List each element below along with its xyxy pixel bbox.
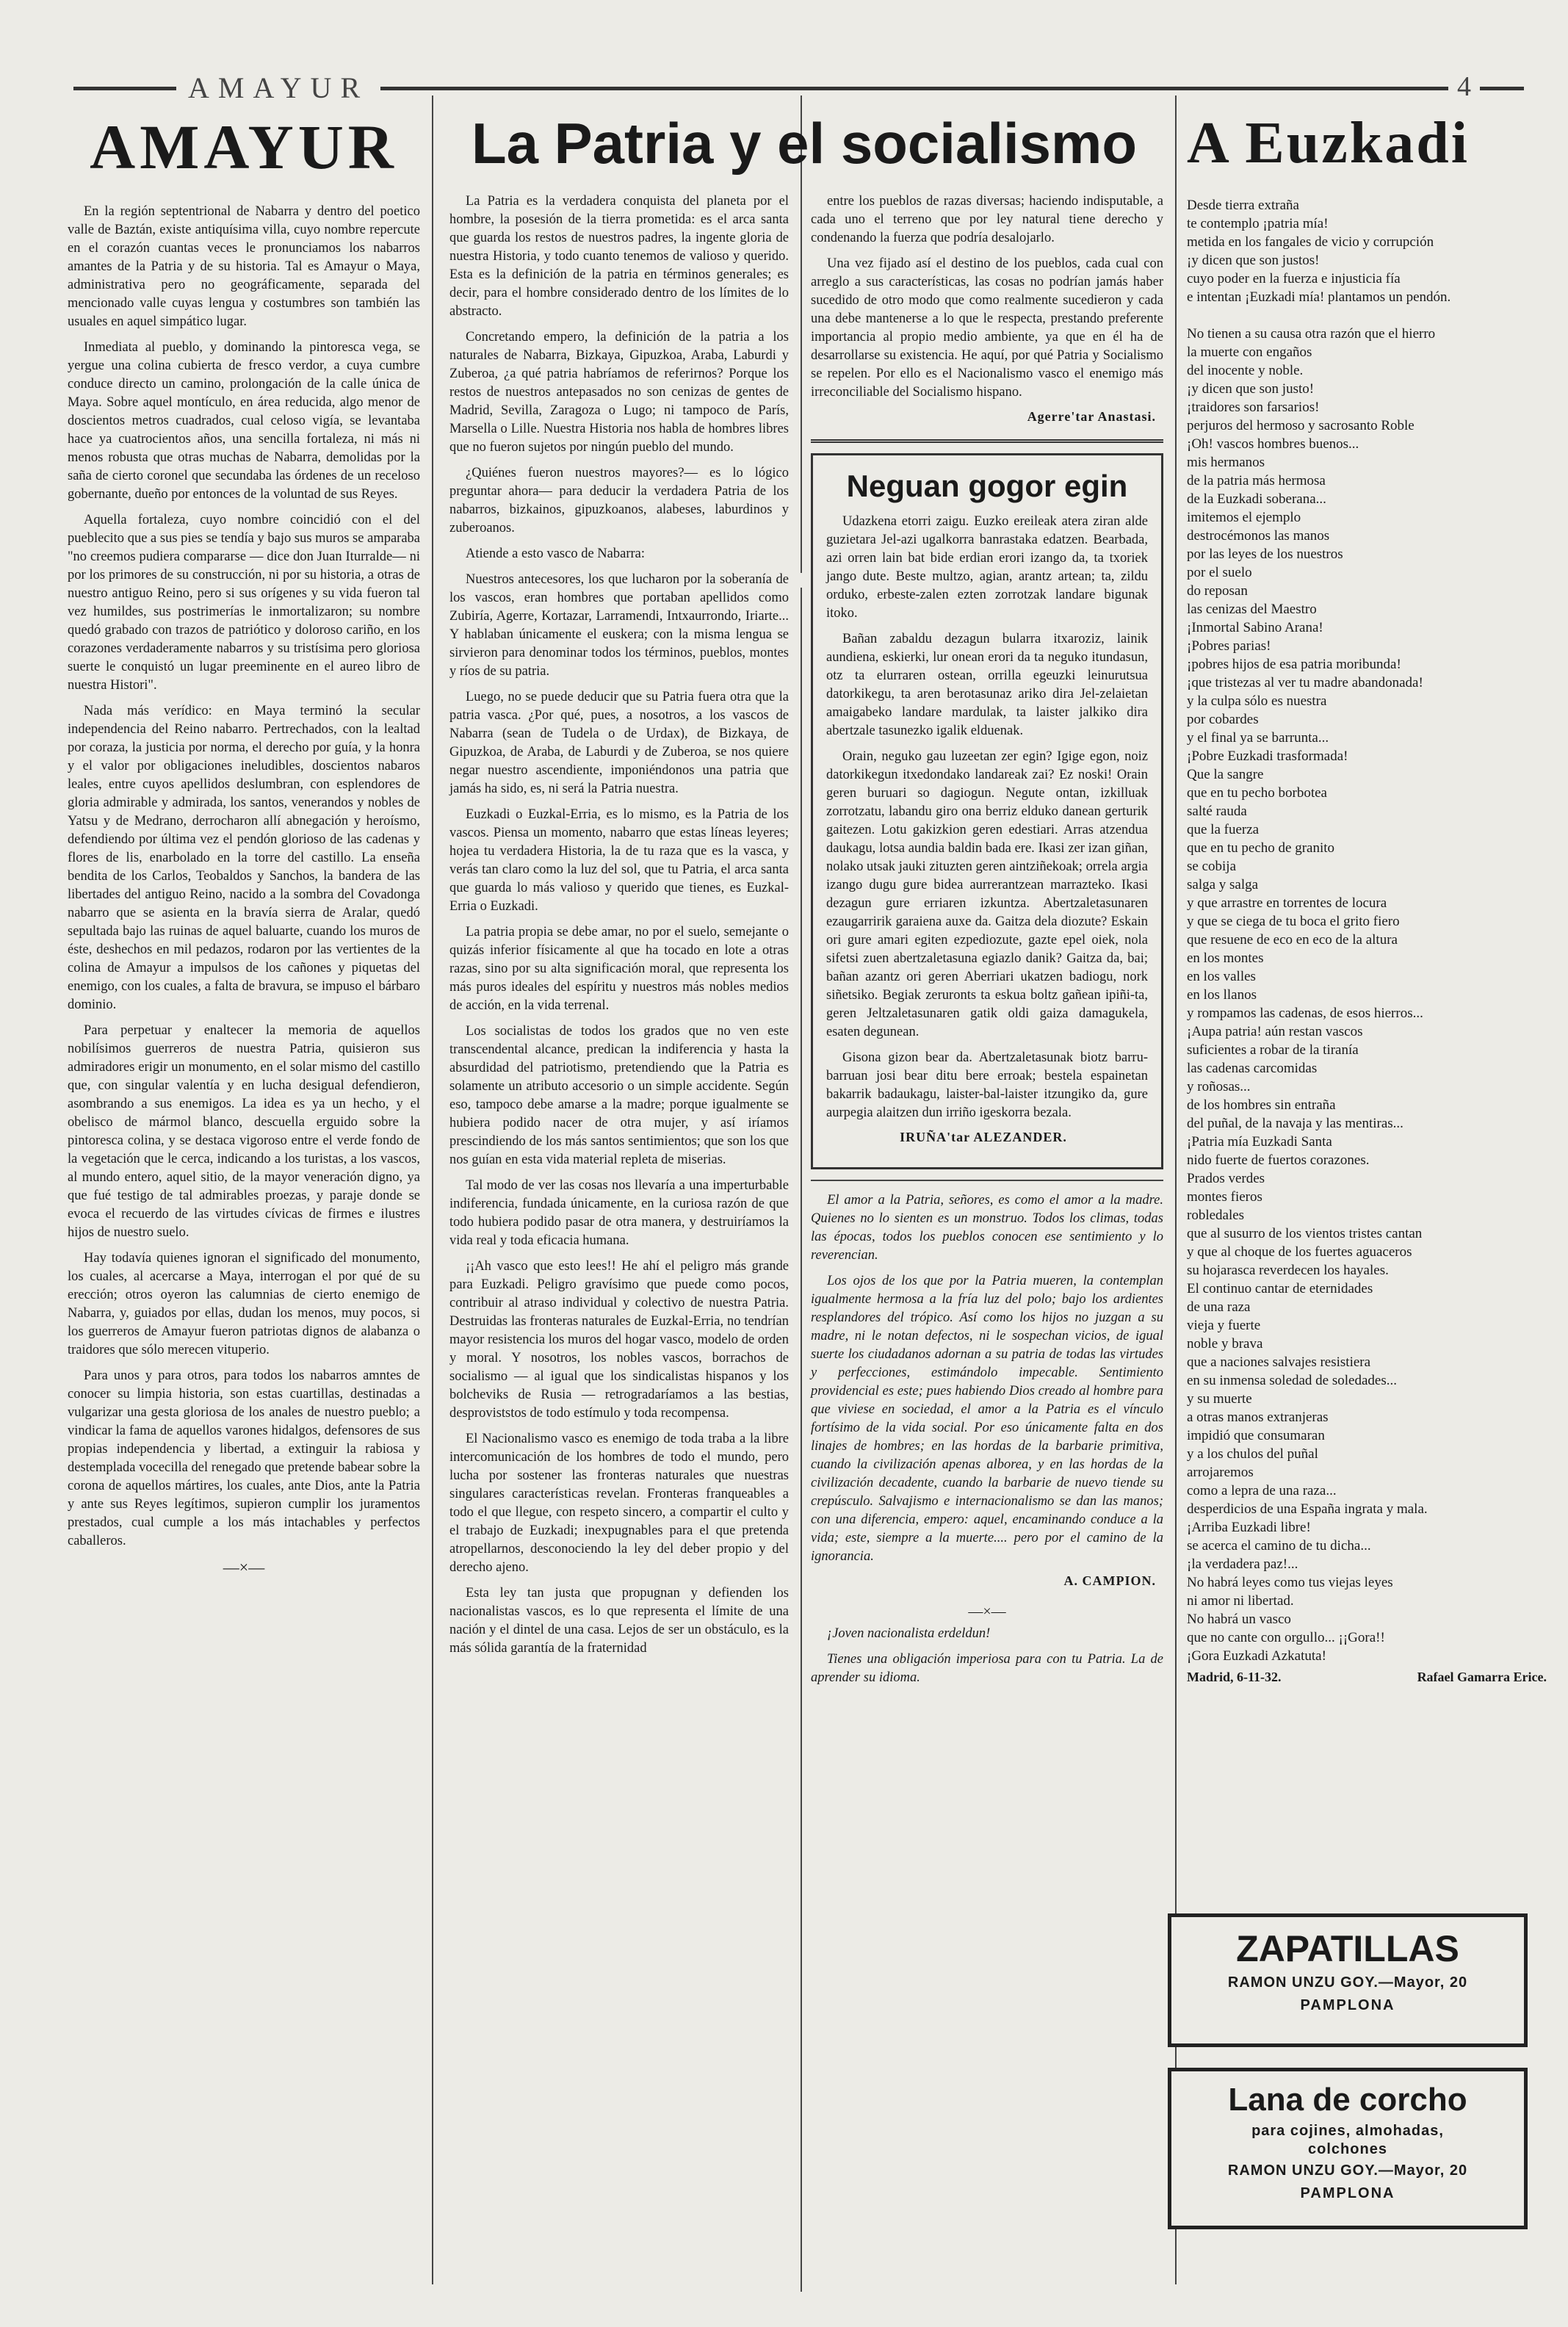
poem-line: destrocémonos las manos — [1187, 528, 1330, 544]
poem-line: ¡traidores son farsarios! — [1187, 400, 1320, 415]
ad-lana-line2: colchones — [1308, 2141, 1387, 2157]
paragraph: Hay todavía quienes ignoran el significado del monumento, los cuales, al acercarse a Maya, interrogan el por qué de su erección; otros oyeron las calumnias de cierto enemigo de Nabarra, y, guiados por ellas, dudan los menos, muy pocos, si los guerreros de Amayur fueron patriotas dignos de alabanza o traidores que sólo merecen vituperio. — [68, 1251, 420, 1357]
poem-signature: Rafael Gamarra Erice. — [1417, 1670, 1547, 1684]
poem-line: y que al choque de los fuertes aguaceros — [1187, 1244, 1412, 1260]
article-euzkadi-title: A Euzkadi — [1187, 111, 1470, 176]
poem-line: se cobija — [1187, 859, 1237, 874]
poem-line: las cadenas carcomidas — [1187, 1061, 1318, 1076]
poem-line: noble y brava — [1187, 1336, 1263, 1352]
poem-line: mis hermanos — [1187, 455, 1265, 470]
poem-line: ¡Gora Euzkadi Azkatuta! — [1187, 1648, 1326, 1664]
poem-line: de la patria más hermosa — [1187, 473, 1326, 488]
paragraph: Orain, neguko gau luzeetan zer egin? Igige egon, noiz datorkikegun itxedondako landareak zai? Ez noski! Orain geren buruari so dagiogun. Negute ontan, izkilluak zorrotzatu, labandu giro ona berriz elduko danean gerturik gaitezen. Lotu gakizkion geren edestiari. Arras atzendua daukagu, lotsa aundia baldin bada ere. Ikasi zer izan giñan, nolako utsak jauki zituzten geren aintziñekoak; orrela argia izango dugu gure bidea aurrerantzean marrazteko. Ikasi dezagun gure erriaren izkuntza. Abertzaletasunaren ezaugarririk garaiena auxe da. Gaitza dela diozute? Eskain ori gure amari egiten ezpediozute, gazte epel oiek, nola sifetsi zuen abertzaletasuna egiazlo danik? Gaitza da, bai; bañan azantz ori geren Aberriari ukatzen badiogu, nork siñetsiko. Begiak zeruronts ta eskua boltz gañean ipiñi-ta, geren Jeltzaletasunaren gatik oldi gaiza damagukela, esaten degunean. — [826, 749, 1148, 1039]
poem-line: y rompamos las cadenas, de esos hierros... — [1187, 1006, 1423, 1021]
paragraph: Nada más verídico: en Maya terminó la secular independencia del Reino nabarro. Pertrechados, con la lealtad por coraza, la justicia por norma, el derecho por guía, y la honra y el valor por obligaciones ineludibles, doscientos nabaros leales, entre cuyos apellidos deslumbran, con esplendores de gloria admirable y admirada, los santos, venerandos y nobles de Yatsu y de Medrano, derrocharon allí abnegación y heroísmo, defendiendo por última vez el pendón glorioso de las cadenas y flores de lis, enarbolado en la torre del castillo. La enseña bendita de los Carlos, Teobaldos y Sanchos, la bandera de las libertades del antiguo Reino, nacido a la sombra del Covadonga nabarro que se asienta en la bravía sierra de Aralar, quedó sepultada bajo las ruinas de aquel baluarte, cuando los muros de éste, deshechos en mil pedazos, rodaron por las vertientes de la colina de Amayur a impulsos de los cañones y piquetas del enemigo, con los cuales, a falta de bravura, se impuso el bárbaro dominio. — [68, 704, 420, 1012]
poem-line: por cobardes — [1187, 712, 1259, 727]
article-patria-signature: Agerre'tar Anastasi. — [1027, 409, 1156, 424]
paragraph: En la región septentrional de Nabarra y dentro del poetico valle de Baztán, existe antiquísima villa, cuyo nombre repercute en el corazón cuantas veces le pronunciamos los nabarros amantes de la Patria y de su historia. Tal es Amayur o Maya, administrativa pero no geográficamente, separada del mencionado valle cuyas lengua y costumbres son también las usuales en aquel simpático lugar. — [68, 204, 420, 329]
article-neguan-title: Neguan gogor egin — [846, 469, 1128, 503]
ad-lana-address: RAMON UNZU GOY.—Mayor, 20 — [1227, 2162, 1468, 2179]
paragraph: Esta ley tan justa que propugnan y defienden los nacionalistas vascos, es lo que representa el límite de una nación y el dintel de una casa. Lejos de ser un obstáculo, es la más sólida garantía de la fraternidad — [449, 1586, 789, 1656]
poem-line: que no cante con orgullo... ¡¡Gora!! — [1187, 1630, 1385, 1645]
article-patria-col2 — [811, 192, 1163, 425]
poem-line: suficientes a robar de la tiranía — [1187, 1042, 1359, 1058]
poem-line: ¡Patria mía Euzkadi Santa — [1187, 1134, 1332, 1150]
section-rule — [811, 1180, 1163, 1181]
poem-line: ¡Arriba Euzkadi libre! — [1187, 1520, 1311, 1535]
poem-line: No tienen a su causa otra razón que el hierro — [1187, 326, 1436, 342]
poem-signature-line — [1187, 1670, 1547, 1685]
poem-line: por las leyes de los nuestros — [1187, 546, 1343, 562]
ad-zapatillas-title: ZAPATILLAS — [1236, 1928, 1459, 1969]
poem-line: en los llanos — [1187, 987, 1257, 1003]
article-euzkadi — [1187, 110, 1547, 1689]
paragraph: Inmediata al pueblo, y dominando la pintoresca vega, se yergue una colina cubierta de fresco verdor, a cuya cumbre conduce directo un camino, prolongación de la calle única de Maya. Sobre aquel montículo, en área reducida, algo menor de doscientos metros cuadrados, cual celoso vigía, se levantaba hace ya cuatrocientos años, una sencilla fortaleza, ni más ni menos robusta que otras muchas de Nabarra, demolidas por la saña de cierto coronel que secundaba las órdenes de un receloso gobernante, dueño por entonces de la voluntad de sus Reyes. — [68, 340, 420, 502]
poem-line: del puñal, de la navaja y las mentiras... — [1187, 1116, 1403, 1131]
poem-line: y que se ciega de tu boca el grito fiero — [1187, 914, 1400, 929]
article-amayur — [68, 110, 420, 1577]
poem-line: salté rauda — [1187, 804, 1247, 819]
poem-line: ni amor ni libertad. — [1187, 1593, 1294, 1609]
poem-line: robledales — [1187, 1208, 1245, 1223]
poem-line: que la fuerza — [1187, 822, 1260, 837]
poem-line: nido fuerte de fuertos corazones. — [1187, 1152, 1370, 1168]
paragraph: Udazkena etorri zaigu. Euzko ereileak atera ziran alde guzietara Jel-azi ugalkorra banrastaka edatzen. Bearbada, azi orren lain bat bide erdian erori izango da, ta txoriek jango dute. Beste multzo, agian, arantz artean; ta, zildu orduko, erbeste-zalen ezten zorrotzak landare bigunak itoko. — [826, 514, 1148, 621]
article-neguan-signature: IRUÑA'tar ALEZANDER. — [900, 1130, 1067, 1144]
poem-line: imitemos el ejemplo — [1187, 510, 1301, 525]
ad-lana-city: PAMPLONA — [1300, 2185, 1395, 2201]
running-header — [73, 71, 1524, 104]
end-mark: —×— — [223, 1558, 265, 1576]
poem-line: del inocente y noble. — [1187, 363, 1304, 378]
paragraph: Aquella fortaleza, cuyo nombre coincidió con el del pueblecito que a sus pies se tendía y bajo sus muros se amparaba "no creemos pudiera compararse — dice don Juan Iturralde— ni por los primores de su construcción, ni por su historia, a otras de nuestro antiguo Reino, pero si sus orígenes y su vida fueron tal vez humildes, sus postrimerías le inmortalizaron; su nombre quedó grabado con trazos de patriótico y doloroso cariño, en los corazones verdaderamente nabarros y su tristísima pero gloriosa suerte le conquistó un lugar preeminente en el aureo libro de nuestra Histori". — [68, 513, 420, 693]
poem-line: y roñosas... — [1187, 1079, 1251, 1094]
paragraph: ¡¡Ah vasco que esto lees!! He ahí el peligro más grande para Euzkadi. Peligro gravísimo que puede como pocos, contribuir al atraso individual y colectivo de nuestra Patria. Destruidas las fronteras naturales de Euzkal-Erria, no tendrían mayor resistencia los muros del hogar vasco, modelo de orden y moral. Y nosotros, los nobles vascos, borrachos de socialismo — al igual que los sindicalistas hispanos y los bolcheviks de Rusia — retrogradaríamos a las bestias, desproviststos de todo estímulo y toda recompensa. — [449, 1259, 789, 1421]
poem-line: que al susurro de los vientos tristes cantan — [1187, 1226, 1423, 1241]
poem-line: e intentan ¡Euzkadi mía! plantamos un pendón. — [1187, 289, 1451, 305]
ad-lana-title: Lana de corcho — [1228, 2082, 1467, 2118]
section-rule — [811, 439, 1163, 443]
poem-line: No habrá leyes como tus viejas leyes — [1187, 1575, 1393, 1590]
poem-line: y a los chulos del puñal — [1187, 1446, 1318, 1462]
poem-line: cuyo poder en la fuerza e injusticia fía — [1187, 271, 1401, 286]
poem — [1187, 196, 1547, 1665]
poem-line: que a naciones salvajes resistiera — [1187, 1354, 1371, 1370]
paragraph: Euzkadi o Euzkal-Erria, es lo mismo, es la Patria de los vascos. Piensa un momento, nabarro que estas líneas leyeres; hojea tu verdadera Historia, la de tu raza que es la vasca, y verás tan claro como la luz del sol, que tu Patria, el arca santa que guarda lo más valioso y querido que tienes, es Euzkal-Erria o Euzkadi. — [449, 807, 789, 914]
poem-line: No habrá un vasco — [1187, 1612, 1291, 1627]
poem-line: por el suelo — [1187, 565, 1252, 580]
ad-zapatillas-city: PAMPLONA — [1300, 1997, 1395, 2013]
poem-line: en los valles — [1187, 969, 1256, 984]
paragraph: Bañan zabaldu dezagun bularra itxaroziz, lainik aundiena, eskierki, lur onean erori da ta neguko itundasun, otz ta elurraren ostean, orrilla egeuzki leinurutsua datorkikegu, ta aren berotasunaz ariko dira Jel-zelaietan amaigabeko landare mardulak, ta laister jalkiko dira abertzale tasunezko igalik elduenak. — [826, 632, 1148, 738]
paragraph: entre los pueblos de razas diversas; haciendo indisputable, a cada uno el terreno que por ley natural tiene derecho y condenando la fuerza que podría desalojarlo. — [811, 194, 1163, 245]
poem-line: ¡Pobres parias! — [1187, 638, 1271, 654]
paragraph: El amor a la Patria, señores, es como el amor a la madre. Quienes no lo sienten es un monstruo. Todos los climas, todas las épocas, todos los pueblos conocen ese sentimiento y lo reverencian. — [811, 1193, 1163, 1263]
poem-line: montes fieros — [1187, 1189, 1262, 1205]
article-amayur-title: AMAYUR — [90, 112, 398, 182]
paragraph: Los socialistas de todos los grados que no ven este transcendental alcance, predican la indiferencia y hasta la absurdidad del patriotismo, pretendiendo que la Patria es solamente un atributo accesorio o un simple accidente. Según eso, tampoco debe amarse a la madre; porque igualmente se hubiera podido nacer de otra mujer, y así iríamos prescindiendo de los más santos sentimientos; que son los que nos guían en esta vida material repleta de miserias. — [449, 1024, 789, 1167]
poem-line: perjuros del hermoso y sacrosanto Roble — [1187, 418, 1415, 433]
column-rule-1 — [432, 95, 433, 2284]
ad-zapatillas — [1168, 1913, 1528, 2047]
poem-line — [1187, 306, 1547, 325]
poem-line: de los hombres sin entraña — [1187, 1097, 1336, 1113]
paragraph: Gisona gizon bear da. Abertzaletasunak biotz barru-barruan josi bear ditu bere erroak; bestela espainetan bakarrik badaukagu, laister-bal-laister itzungiko da, gure aurpegia alaitzen dun irriño igeskorra bezala. — [826, 1050, 1148, 1120]
paragraph: Para unos y para otros, para todos los nabarros amntes de conocer su limpia historia, son estas cuartillas, destinadas a vulgarizar una gesta gloriosa de los anales de nuestro pueblo; a vindicar la fama de aquellos varones hidalgos, defensores de sus propias independencia y libertad, a extinguir la rabiosa y destemplada vocecilla del renegado que pretende babear sobre la corona de aquellos mártires, los cuales, ante Dios, ante la Patria y ante sus Reyes legítimos, supieron cumplir los juramentos prestados, cual cumple a los más intachables y perfectos caballeros. — [68, 1368, 420, 1548]
paragraph: Concretando empero, la definición de la patria a los naturales de Nabarra, Bizkaya, Gipuzkoa, Araba, Laburdi y Zuberoa, ¿a qué patria habríamos de referirnos? Porque los restos de nuestros antepasados no son cenizas de gentes de Madrid, Sevilla, Zaragoza o Lugo; ni tampoco de París, Marsella o Lille. Nuestra Historia nos habla de hombres libres que no fueron sujetos por ningún pueblo del mundo. — [449, 330, 789, 455]
poem-line: y que arrastre en torrentes de locura — [1187, 895, 1387, 911]
poem-line: y la culpa sólo es nuestra — [1187, 693, 1327, 709]
poem-line: ¡la verdadera paz!... — [1187, 1556, 1298, 1572]
poem-line: ¡Oh! vascos hombres buenos... — [1187, 436, 1359, 452]
poem-line: y el final ya se barrunta... — [1187, 730, 1329, 746]
poem-line: ¡que tristezas al ver tu madre abandonada! — [1187, 675, 1423, 690]
poem-line: vieja y fuerte — [1187, 1318, 1261, 1333]
quote-campion — [811, 1191, 1163, 1687]
paragraph: Tal modo de ver las cosas nos llevaría a una imperturbable indiferencia, fundada únicamente, en la curiosa razón de que todo hubiera podido pasar de otra manera, y destruiríamos la vida real y toda eficacia humana. — [449, 1178, 789, 1248]
ad-lana-corcho — [1168, 2068, 1528, 2229]
paragraph: La Patria es la verdadera conquista del planeta por el hombre, la posesión de la tierra prometida: es el arca santa que guarda los restos de nuestros padres, la ingente gloria de nuestra Historia, y todo cuanto tenemos de valioso y querido. Esta es la definición de la patria en términos generales; es decir, para el hombre considerado dentro de los límites de lo abstracto. — [449, 194, 789, 319]
paragraph: Nuestros antecesores, los que lucharon por la soberanía de los vascos, eran hombres que portaban apellidos como Zubiría, Agerre, Kortazar, Larramendi, Intxaurrondo, Iriarte... Y hablaban únicamente el euskera; con la misma lengua se sirvieron para denominar todos los términos, pueblos, montes y ríos de su patria. — [449, 572, 789, 679]
footer-line: ¡Joven nacionalista erdeldun! — [827, 1626, 991, 1641]
poem-line: Desde tierra extraña — [1187, 198, 1299, 213]
paragraph: Luego, no se puede deducir que su Patria fuera otra que la patria vasca. ¿Por qué, pues, a nosotros, a los vascos de Nabarra (sean de Tudela o de Urdax), de Bizkaya, de Gipuzkoa, de Araba, de Laburdi y de Zuberoa, se nos quiere negar nuestro ascendiente, imponiéndonos una patria que jamás ha sido, es, ni será la Patria nuestra. — [449, 690, 789, 796]
poem-line: Prados verdes — [1187, 1171, 1265, 1186]
poem-line: que en tu pecho borbotea — [1187, 785, 1327, 801]
separator: —×— — [968, 1603, 1006, 1620]
ad-zapatillas-address: RAMON UNZU GOY.—Mayor, 20 — [1227, 1974, 1468, 1991]
poem-line: Que la sangre — [1187, 767, 1264, 782]
poem-line: ¡Inmortal Sabino Arana! — [1187, 620, 1323, 635]
paragraph: ¿Quiénes fueron nuestros mayores?— es lo lógico preguntar ahora— para deducir la verdadera Patria de los nabarros, bizkainos, gipuzkoanos, alabeses, laburdinos y zuberoanos. — [449, 466, 789, 535]
poem-line: se acerca el camino de tu dicha... — [1187, 1538, 1371, 1554]
paragraph: Los ojos de los que por la Patria mueren, la contemplan igualmente hermosa a la fría luz del polo; bajo los ardientes resplandores del trópico. Así como los hijos no juzgan a su madre, ni le notan defectos, ni le sospechan vicios, de igual suerte los ciudadanos adornan a su patria de todas las virtudes y perfecciones, estimándolo impecable. Sentimiento providencial es este; pues habiendo Dios creado al hombre para que viviese en sociedad, el amor a la Patria es el vínculo fortísimo de la vida social. Por eso únicamente falta en dos linajes de hombres; en las hordas de la barbarie primitiva, cuando la civilización apenas alborea, y en las hordas de la civilización decadente, cuando la barbarie de nuevo tiende su crepúsculo. Salvajismo e internacionalismo se dan las manos; con una diferencia, empero: aquel, encaminando conduce a la vida; este, siempre a la muerte.... pero por el camino de la ignorancia. — [811, 1274, 1163, 1564]
poem-line: como a lepra de una raza... — [1187, 1483, 1337, 1498]
ad-lana-line1: para cojines, almohadas, — [1251, 2123, 1444, 2139]
paragraph: Para perpetuar y enaltecer la memoria de aquellos nobilísimos guerreros de nuestra Patria, quisieron sus admiradores erigir un monumento, en el solar mismo del castillo que, con singular valentía y en lucha desigual defendieron, asombrando a sus enemigos. La idea es ya un hecho, y el obelisco de mármol blanco, descuella erguido sobre la pintoresca colina, y se destaca vigoroso entre el verde fondo de la vegetación que le cerca, indicando a los turistas, a los vascos, al mundo entero, aquel sitio, de la mayor veneración digno, ya que fué testigo de tal admirables proezas, y paraje donde se evoca el recuerdo de las virtudes cívicas de firmes e ilustres hijos de nuestro suelo. — [68, 1023, 420, 1240]
article-patria-title: La Patria y el socialismo — [471, 111, 1138, 176]
paragraph: La patria propia se debe amar, no por el suelo, semejante o quizás inferior físicamente al que ha tocado en lote a otras razas, sino por su alta significación moral, que representa los más puros ideales del espíritu y nuestros más nobles medios de acción, en la vida terrenal. — [449, 925, 789, 1013]
poem-line: El continuo cantar de eternidades — [1187, 1281, 1373, 1296]
column-rule-2b — [801, 588, 802, 2292]
middle-column — [811, 192, 1163, 1695]
poem-line: que en tu pecho de granito — [1187, 840, 1335, 856]
poem-line: ¡Pobre Euzkadi trasformada! — [1187, 748, 1348, 764]
poem-line: salga y salga — [1187, 877, 1259, 892]
paragraph: Una vez fijado así el destino de los pueblos, cada cual con arreglo a sus características, las cosas no podrían jamás haber sucedido de otro modo que como realmente sucedieron y cada una debe mantenerse a lo que le respecta, prestando preferente importancia al propio medio ambiente, ya que en él ha de desarrollarse su existencia. He aquí, por qué Patria y Socialismo se repelen. Por ello es el Nacionalismo vasco el enemigo más irreconciliable del Socialismo hispano. — [811, 256, 1163, 400]
poem-line: impidió que consumaran — [1187, 1428, 1325, 1443]
quote-campion-signature: A. CAMPION. — [1063, 1573, 1156, 1588]
poem-line: las cenizas del Maestro — [1187, 602, 1317, 617]
poem-place-date: Madrid, 6-11-32. — [1187, 1670, 1282, 1684]
poem-line: metida en los fangales de vicio y corrupción — [1187, 234, 1434, 250]
poem-line: en los montes — [1187, 950, 1264, 966]
poem-line: que resuene de eco en eco de la altura — [1187, 932, 1398, 948]
poem-line: y su muerte — [1187, 1391, 1252, 1407]
paper-name: AMAYUR — [176, 71, 380, 105]
poem-line: de la Euzkadi soberana... — [1187, 491, 1326, 507]
poem-line: ¡y dicen que son justo! — [1187, 381, 1315, 397]
poem-line: en su inmensa soledad de soledades... — [1187, 1373, 1397, 1388]
poem-line: do reposan — [1187, 583, 1248, 599]
footer-line: Tienes una obligación imperiosa para con tu Patria. La de aprender su idioma. — [811, 1652, 1163, 1685]
poem-line: desperdicios de una España ingrata y mala. — [1187, 1501, 1428, 1517]
poem-line: ¡Aupa patria! aún restan vascos — [1187, 1024, 1363, 1039]
poem-line: ¡y dicen que son justos! — [1187, 253, 1320, 268]
poem-line: de una raza — [1187, 1299, 1251, 1315]
paragraph: Atiende a esto vasco de Nabarra: — [466, 546, 645, 561]
article-neguan — [811, 453, 1163, 1169]
poem-line: te contemplo ¡patria mía! — [1187, 216, 1329, 231]
page-number: 4 — [1448, 71, 1480, 103]
article-patria-col1 — [449, 192, 789, 1665]
poem-line: su hojarasca reverdecen los hayales. — [1187, 1263, 1389, 1278]
poem-line: ¡pobres hijos de esa patria moribunda! — [1187, 657, 1401, 672]
poem-line: arrojaremos — [1187, 1465, 1254, 1480]
poem-line: a otras manos extranjeras — [1187, 1410, 1329, 1425]
poem-line: la muerte con engaños — [1187, 344, 1312, 360]
paragraph: El Nacionalismo vasco es enemigo de toda traba a la libre intercomunicación de los hombres de todo el mundo, pero lucha por sostener las fronteras naturales que nuestras singulares características revelan. Fronteras franqueables a todo el que llegue, con respeto sincero, a compartir el culto y el trabajo de Euzkadi; inexpugnables para el que pretenda atropellarnos, desconociendo la ley del deber propio y del derecho ajeno. — [449, 1432, 789, 1575]
